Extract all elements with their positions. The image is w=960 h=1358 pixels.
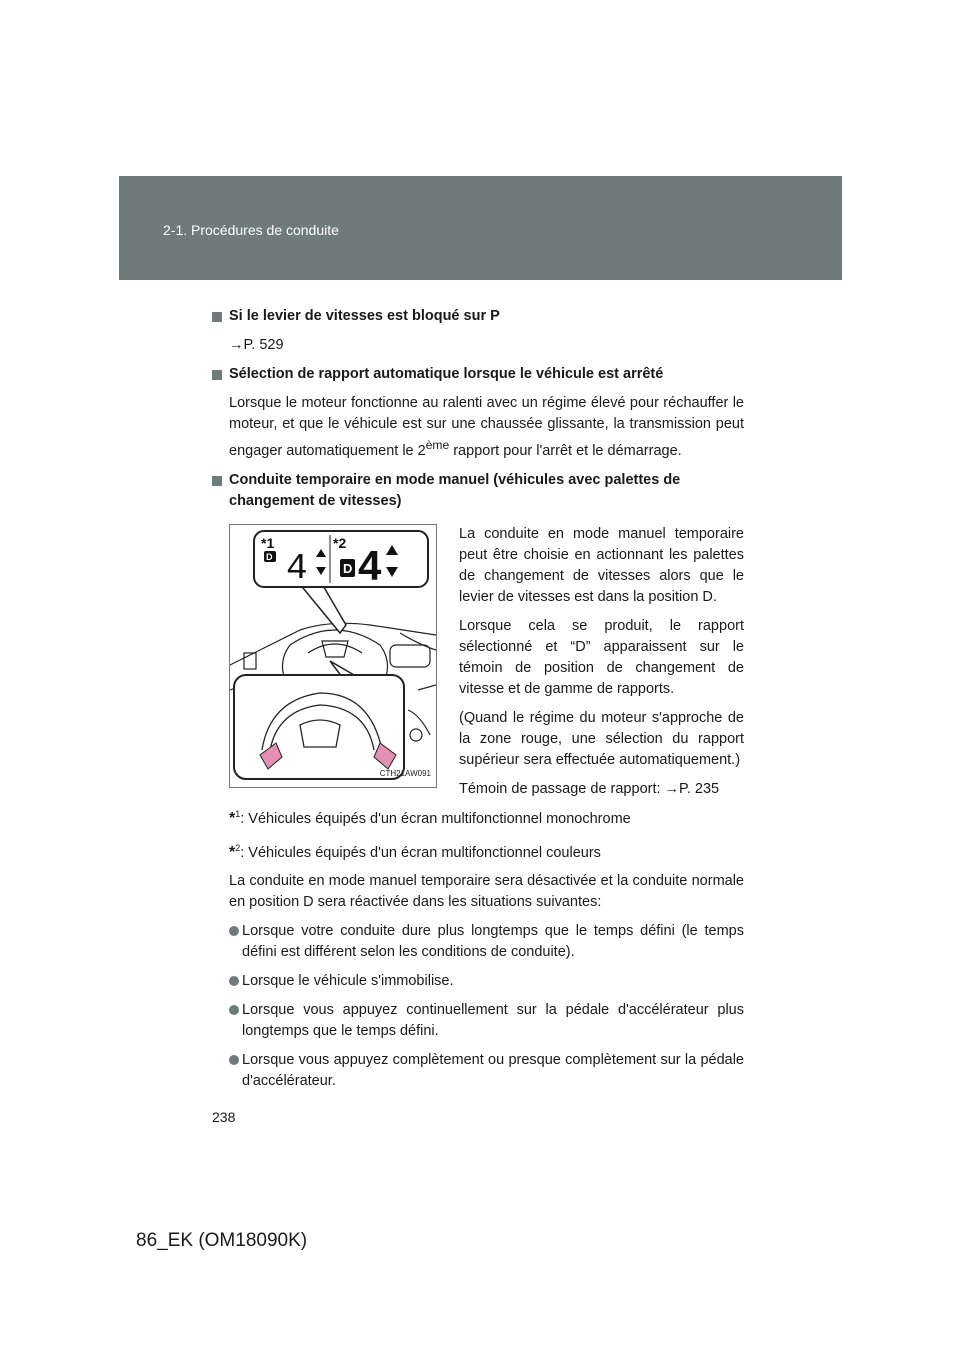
heading-temporary-manual [212,470,744,512]
footnote-text: : Véhicules équipés d'un écran multifonctionnel couleurs [240,844,601,861]
marker-1: *1 [261,534,275,551]
paragraph-text: rapport pour l'arrêt et le démarrage. [449,442,682,459]
condition-item [212,1000,744,1042]
condition-text: Lorsque vous appuyez complètement ou presque complètement sur la pédale d'accélérateur. [242,1052,744,1090]
heading-auto-gear-selection [212,364,744,385]
section-title: 2-1. Procédures de conduite [163,222,339,238]
gear-digit-mono: 4 [286,547,308,589]
description-paragraph: Lorsque cela se produit, le rapport sélectionné et “D” apparaissent sur le témoin de position de changement de vitesse et de gamme de rapports. [459,617,744,697]
condition-text: Lorsque vous appuyez continuellement sur la pédale d'accélérateur plus longtemps que le temps défini. [242,1002,744,1040]
d-indicator-color: D [343,560,353,576]
footnote-number: 1 [235,808,241,819]
footnote-2 [212,838,744,864]
page-number: 238 [212,1109,236,1125]
gear-indicator-reference[interactable]: Témoin de passage de rapport: →P. 235 [459,780,720,797]
description-paragraph: (Quand le régime du moteur s'approche de la zone rouge, une sélection du rapport supérieur sera effectuée automatiquement.) [459,709,744,768]
page-reference-link[interactable]: →P. 529 [229,337,284,353]
auto-gear-paragraph [212,393,744,462]
section-header [119,176,842,280]
heading-text: Conduite temporaire en mode manuel (véhicules avec palettes de changement de vitesses) [229,471,681,509]
superscript: ème [425,438,450,452]
condition-item [212,971,744,992]
round-bullet-icon [229,1055,239,1065]
condition-item [212,921,744,963]
description-paragraph: La conduite en mode manuel temporaire peut être choisie en actionnant les palettes de changement de vitesses alors que le levier de vitesses est dans la position D. [459,525,744,605]
deactivation-intro: La conduite en mode manuel temporaire sera désactivée et la conduite normale en position D sera réactivée dans les situations suivantes: [229,873,744,911]
round-bullet-icon [229,926,239,936]
document-code: 86_EK (OM18090K) [136,1230,308,1251]
page-content [212,306,744,1092]
square-bullet-icon [212,476,222,486]
marker-2: *2 [333,534,347,551]
figure-code: CTH21AW091 [379,768,431,778]
square-bullet-icon [212,312,222,322]
square-bullet-icon [212,370,222,380]
footnote-number: 2 [235,842,241,853]
heading-lever-blocked [212,306,744,327]
paragraph-text: Lorsque le moteur fonctionne au ralenti avec un régime élevé pour réchauffer le moteur, et que le véhicule est sur une chaussée glissante, la transmission peut engager automatiquement le 2 [229,395,744,459]
heading-text: Si le levier de vitesses est bloqué sur P [229,308,500,324]
footnote-star: * [229,843,236,861]
round-bullet-icon [229,1005,239,1015]
condition-text: Lorsque votre conduite dure plus longtemps que le temps défini (le temps défini est différent selon les conditions de conduite). [242,923,744,961]
paddle-shift-illustration [229,524,437,788]
condition-text: Lorsque le véhicule s'immobilise. [242,973,454,990]
round-bullet-icon [229,976,239,986]
dashboard-drawing [230,525,436,787]
gear-digit-color: 4 [358,541,382,589]
footnote-star: * [229,809,236,827]
manual-mode-description [459,524,744,808]
heading-text: Sélection de rapport automatique lorsque le véhicule est arrêté [229,366,664,382]
d-indicator-mono: D [266,551,273,562]
condition-item [212,1050,744,1092]
footnote-text: : Véhicules équipés d'un écran multifonctionnel monochrome [240,810,631,827]
